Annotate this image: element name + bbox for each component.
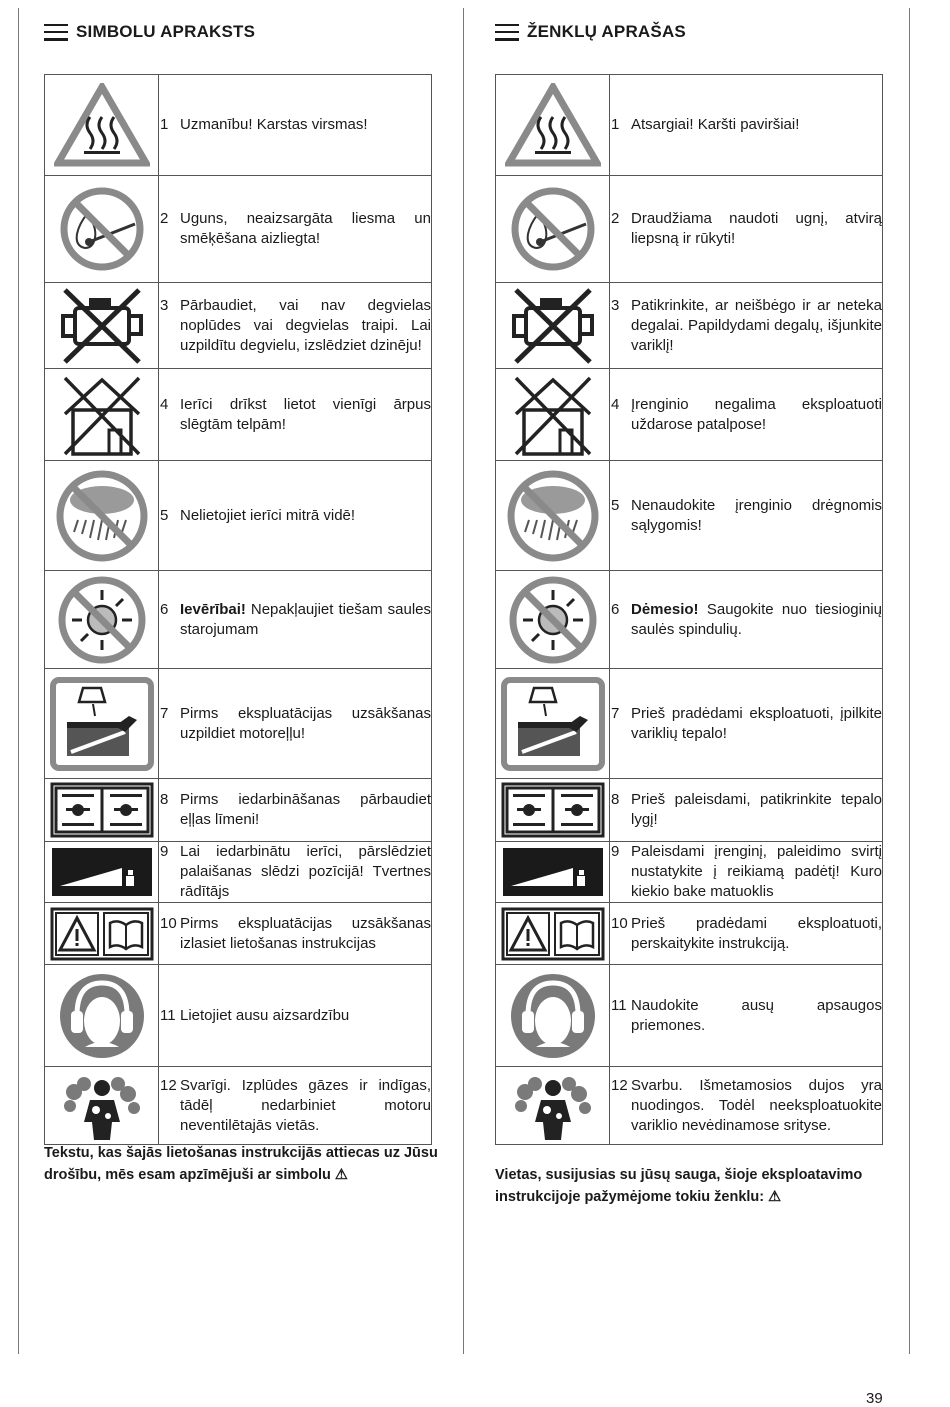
right-heading [495, 22, 686, 42]
item-number: 4 [160, 395, 169, 413]
left-heading [44, 22, 255, 42]
fill-oil-icon [45, 669, 159, 779]
oil-level-icon [496, 779, 610, 842]
left-heading-text: SIMBOLU APRAKSTS [76, 22, 256, 41]
symbol-row [45, 571, 432, 669]
center-divider [463, 8, 464, 1354]
item-number: 9 [611, 843, 620, 860]
no-fire-icon [496, 176, 610, 283]
symbol-row [496, 903, 883, 965]
no-sunlight-icon [45, 571, 159, 669]
left-safety-note: Tekstu, kas šajās lietošanas instrukcijās attiecas uz Jūsu drošību, mēs esam apzīmējuši ar simbolu ⚠ [44, 1145, 438, 1183]
symbol-row [45, 779, 432, 842]
right-heading-text: ŽENKLŲ APRAŠAS [527, 22, 686, 41]
symbol-description [610, 842, 883, 903]
symbol-description [610, 571, 883, 669]
toxic-fumes-icon [496, 1067, 610, 1145]
item-text: Lai iedarbinātu ierīci, pārslēdziet palaišanas slēdzi pozīcijā! Tvertnes rādītājs [180, 843, 431, 900]
left-symbol-table [44, 74, 432, 1145]
right-safety-note: Vietas, susijusias su jūsų sauga, šioje eksploatavimo instrukcijoje pažymėjome tokiu ženklu: ⚠ [495, 1167, 863, 1205]
ear-protection-icon [496, 965, 610, 1067]
item-text [180, 600, 431, 640]
hot-surface-icon [496, 75, 610, 176]
no-rain-icon [496, 461, 610, 571]
page-number: 39 [866, 1390, 883, 1407]
symbol-row [496, 1067, 883, 1145]
symbol-row [496, 571, 883, 669]
oil-level-icon [45, 779, 159, 842]
symbol-row [45, 283, 432, 369]
read-manual-icon [45, 903, 159, 965]
symbol-description [610, 283, 883, 369]
item-number: 1 [611, 116, 620, 133]
symbol-description [610, 75, 883, 176]
symbol-description [610, 461, 883, 571]
item-number: 7 [611, 704, 620, 722]
item-number: 2 [611, 210, 620, 227]
item-text: Ierīci drīkst lietot vienīgi ārpus slēgtām telpām! [180, 395, 431, 433]
no-rain-icon [45, 461, 159, 571]
item-text-rest: Nepakļaujiet tiešam saules starojumam [180, 600, 431, 638]
symbol-row [45, 176, 432, 283]
item-number: 11 [611, 996, 627, 1014]
item-text: Pirms iedarbināšanas pārbaudiet eļļas līmeni! [180, 791, 431, 828]
symbol-row [496, 965, 883, 1067]
symbol-description [610, 369, 883, 461]
symbol-row [45, 369, 432, 461]
item-number: 6 [611, 600, 620, 618]
symbol-description [610, 965, 883, 1067]
right-margin-line [909, 8, 910, 1354]
item-text-rest: Saugokite nuo tiesioginių saulės spindulių. [631, 600, 882, 638]
item-number: 8 [611, 791, 620, 808]
menu-lines-icon [495, 24, 519, 41]
item-number: 2 [160, 210, 169, 227]
fill-oil-icon [496, 669, 610, 779]
symbol-row [496, 779, 883, 842]
item-text: Pārbaudiet, vai nav degvielas noplūdes vai degvielas traipi. Lai uzpildītu degvielu, izslēdziet dzinēju! [180, 296, 431, 354]
item-text [631, 600, 882, 640]
symbol-description [159, 903, 432, 965]
item-text: Naudokite ausų apsaugos priemones. [631, 996, 882, 1034]
item-number: 8 [160, 791, 169, 808]
no-sunlight-icon [496, 571, 610, 669]
item-number: 1 [160, 116, 169, 133]
item-text: Atsargiai! Karšti paviršiai! [631, 116, 800, 133]
item-number: 6 [160, 600, 169, 618]
item-text: Paleisdami įrenginį, paleidimo svirtį nustatykite į reikiamą padėtį! Kuro kiekio bake matuoklis [631, 843, 882, 900]
symbol-description [610, 669, 883, 779]
symbol-description [159, 779, 432, 842]
symbol-description [610, 176, 883, 283]
item-text: Nenaudokite įrenginio drėgnomis sąlygomis! [631, 496, 882, 534]
item-number: 10 [611, 914, 628, 932]
item-number: 3 [160, 296, 169, 314]
item-text: Nelietojiet ierīci mitrā vidē! [180, 506, 356, 524]
no-fuel-leak-icon [45, 283, 159, 369]
symbol-description [610, 779, 883, 842]
item-text: Pirms ekspluatācijas uzsākšanas izlasiet lietošanas instrukcijas [180, 914, 431, 952]
item-number: 11 [160, 1006, 176, 1024]
item-text: Draudžiama naudoti ugnį, atvirą liepsną ir rūkyti! [631, 210, 882, 247]
item-number: 12 [160, 1076, 177, 1094]
symbol-description [159, 283, 432, 369]
item-emphasis: Dėmesio! [631, 600, 699, 618]
symbol-row [45, 1067, 432, 1145]
symbol-row [45, 965, 432, 1067]
symbol-row [45, 461, 432, 571]
fuel-gauge-icon [496, 842, 610, 903]
symbol-description [159, 1067, 432, 1145]
ear-protection-icon [45, 965, 159, 1067]
read-manual-icon [496, 903, 610, 965]
item-number: 9 [160, 843, 169, 860]
symbol-description [159, 842, 432, 903]
item-text: Prieš pradėdami eksploatuoti, perskaitykite instrukciją. [631, 914, 882, 952]
symbol-description [159, 669, 432, 779]
symbol-row [45, 903, 432, 965]
symbol-row [45, 75, 432, 176]
item-number: 10 [160, 914, 177, 932]
toxic-fumes-icon [45, 1067, 159, 1145]
outdoor-use-only-icon [496, 369, 610, 461]
item-text: Svarbu. Išmetamosios dujos yra nuodingos. Todėl neeksploatuokite variklio nevėdinamose srityse. [631, 1076, 882, 1134]
symbol-row [496, 842, 883, 903]
symbol-row [45, 669, 432, 779]
symbol-row [45, 842, 432, 903]
symbol-description [159, 176, 432, 283]
symbol-description [159, 571, 432, 669]
item-text: Uzmanību! Karstas virsmas! [180, 116, 368, 133]
hot-surface-icon [45, 75, 159, 176]
item-text: Prieš paleisdami, patikrinkite tepalo lygį! [631, 791, 882, 828]
symbol-description [159, 461, 432, 571]
symbol-row [496, 461, 883, 571]
item-number: 3 [611, 296, 620, 314]
fuel-gauge-icon [45, 842, 159, 903]
item-number: 5 [160, 506, 169, 524]
item-text: Įrenginio negalima eksploatuoti uždarose patalpose! [631, 395, 882, 433]
item-text: Uguns, neaizsargāta liesma un smēķēšana aizliegta! [180, 210, 431, 247]
symbol-description [159, 369, 432, 461]
outdoor-use-only-icon [45, 369, 159, 461]
no-fire-icon [45, 176, 159, 283]
symbol-row [496, 283, 883, 369]
symbol-row [496, 176, 883, 283]
symbol-description [610, 903, 883, 965]
symbol-row [496, 369, 883, 461]
symbol-row [496, 669, 883, 779]
item-text: Svarīgi. Izplūdes gāzes ir indīgas, tādēļ nedarbiniet motoru neventilētajās vietās. [180, 1076, 431, 1134]
menu-lines-icon [44, 24, 68, 41]
item-number: 7 [160, 704, 169, 722]
symbol-description [610, 1067, 883, 1145]
item-text: Pirms ekspluatācijas uzsākšanas uzpildiet motoreļļu! [180, 704, 431, 742]
symbol-description [159, 965, 432, 1067]
symbol-row [496, 75, 883, 176]
item-number: 5 [611, 496, 620, 514]
right-symbol-table [495, 74, 883, 1145]
item-text: Prieš pradėdami eksploatuoti, įpilkite variklių tepalo! [631, 704, 882, 742]
symbol-description [159, 75, 432, 176]
item-emphasis: Ievērībai! [180, 600, 246, 618]
item-text: Patikrinkite, ar neišbėgo ir ar neteka degalai. Papildydami degalų, išjunkite variklį! [631, 296, 882, 354]
left-margin-line [18, 8, 19, 1354]
item-number: 4 [611, 395, 620, 413]
item-text: Lietojiet ausu aizsardzību [180, 1006, 350, 1024]
item-number: 12 [611, 1076, 628, 1094]
no-fuel-leak-icon [496, 283, 610, 369]
